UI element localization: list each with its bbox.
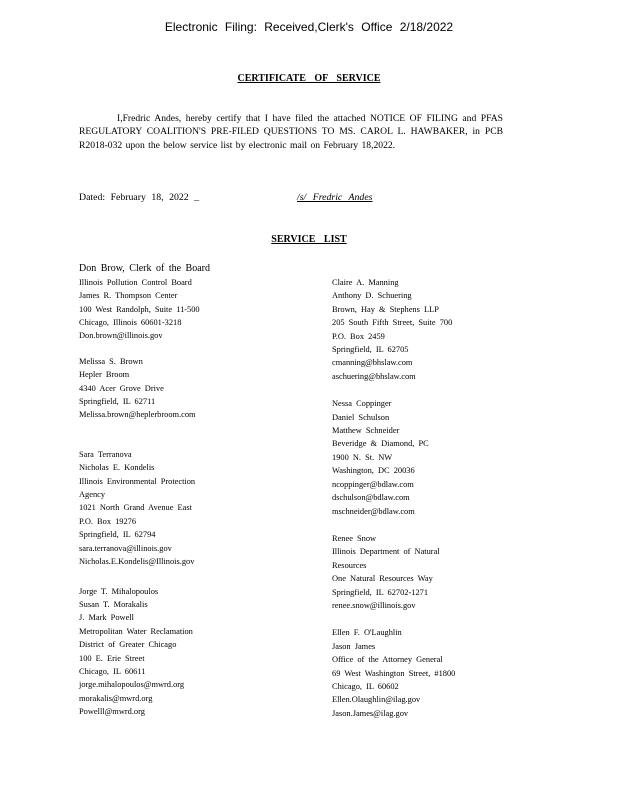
recipient-line: Chicago, IL 60611 <box>79 666 146 676</box>
recipient-email: jorge.mihalopoulos@mwrd.org <box>79 680 185 690</box>
recipient-line: Chicago, IL 60602 <box>332 681 399 691</box>
recipient-line: Jason James <box>332 641 376 651</box>
service-list-left-column <box>79 262 319 731</box>
recipient-line: Washington, DC 20036 <box>332 466 415 476</box>
recipient-line: P.O. Box 19276 <box>79 516 137 526</box>
recipient-line: Office of the Attorney General <box>332 655 443 665</box>
recipient-line: Susan T. Morakalis <box>79 599 148 609</box>
recipient-line: Chicago, Illinois 60601-3218 <box>79 318 182 328</box>
recipient-email: Melissa.brown@heplerbroom.com <box>79 410 196 420</box>
recipient-line: Hepler Broom <box>79 370 130 380</box>
recipient-email: cmanning@bhslaw.com <box>332 358 413 368</box>
recipient-email: Don.brown@illinois.gov <box>79 331 163 341</box>
service-list-right-column <box>332 276 582 732</box>
recipient-line: Illinois Environmental Protection <box>79 476 196 486</box>
recipient-line: 69 West Washington Street, #1800 <box>332 668 456 678</box>
recipient-line: 4340 Acer Grove Drive <box>79 383 164 393</box>
certificate-title: CERTIFICATE OF SERVICE <box>237 73 381 84</box>
recipient-line: Metropolitan Water Reclamation <box>79 626 193 636</box>
recipient-email: Jason.James@ilag.gov <box>332 708 409 718</box>
recipient-line: Matthew Schneider <box>332 426 400 436</box>
recipient-line: 100 E. Erie Street <box>79 653 145 663</box>
recipient-block <box>332 397 582 518</box>
recipient-email: aschuering@bhslaw.com <box>332 371 416 381</box>
recipient-line: Melissa S. Brown <box>79 356 143 366</box>
recipient-line: Springfield, IL 62705 <box>332 345 409 355</box>
recipient-line: Agency <box>79 490 106 500</box>
recipient-email: dschulson@bdlaw.com <box>332 493 410 503</box>
recipient-line: Illinois Pollution Control Board <box>79 277 192 287</box>
recipient-line: Nessa Coppinger <box>332 399 392 409</box>
recipient-block <box>79 585 319 719</box>
recipient-line: J. Mark Powell <box>79 613 134 623</box>
recipient-block <box>332 532 582 612</box>
recipient-line: 205 South Fifth Street, Suite 700 <box>332 318 453 328</box>
recipient-line: Claire A. Manning <box>332 278 399 287</box>
recipient-line: District of Greater Chicago <box>79 640 177 650</box>
recipient-line: 1021 North Grand Avenue East <box>79 503 192 513</box>
recipient-line: Sara Terranova <box>79 449 132 459</box>
recipient-line: Beveridge & Diamond, PC <box>332 439 429 449</box>
recipient-email: morakalis@mwrd.org <box>79 693 153 703</box>
recipient-line: Anthony D. Schuering <box>332 291 412 301</box>
recipient-block <box>79 262 319 343</box>
recipient-line: Springfield, IL 62702-1271 <box>332 587 429 597</box>
recipient-email: Powelll@mwrd.org <box>79 707 145 717</box>
service-list-title: SERVICE LIST <box>271 234 347 245</box>
recipient-line: James R. Thompson Center <box>79 291 178 301</box>
recipient-line: Jorge T. Mihalopoulos <box>79 586 159 596</box>
recipient-email: Nicholas.E.Kondelis@Illinois.gov <box>79 557 195 567</box>
recipient-email: mschneider@bdlaw.com <box>332 506 415 516</box>
recipient-line: Resources <box>332 560 367 570</box>
recipient-line: One Natural Resources Way <box>332 574 433 584</box>
recipient-email: Ellen.Olaughlin@ilag.gov <box>332 695 421 705</box>
recipient-email: sara.terranova@illinois.gov <box>79 543 172 553</box>
certification-paragraph: I,Fredric Andes, hereby certify that I have filed the attached NOTICE OF FILING and PFAS REGULATORY COALITION'S PRE-FILED QUESTIONS TO MS. CAROL L. HAWBAKER, in PCB R2018-032 upon the below service list by electronic mail on February 18,2022. <box>79 113 503 151</box>
recipient-block <box>332 626 582 720</box>
recipient-email: renee.snow@illinois.gov <box>332 600 416 610</box>
recipient-line: Renee Snow <box>332 533 377 543</box>
recipient-line: Springfield, IL 62711 <box>79 397 156 407</box>
electronic-signature: /s/ Fredric Andes <box>297 192 373 203</box>
filing-stamp-header: Electronic Filing: Received,Clerk's Office 2/18/2022 <box>164 20 454 34</box>
dated-label: Dated: February 18, 2022 _ <box>79 192 200 203</box>
recipient-line: 1900 N. St. NW <box>332 452 393 462</box>
recipient-line: Nicholas E. Kondelis <box>79 463 155 473</box>
recipient-line: Springfield, IL 62794 <box>79 530 156 540</box>
recipient-line: 100 West Randolph, Suite 11-500 <box>79 304 200 314</box>
recipient-line: Brown, Hay & Stephens LLP <box>332 304 439 314</box>
recipient-block <box>79 448 319 569</box>
recipient-line: P.O. Box 2459 <box>332 331 385 341</box>
recipient-line: Ellen F. O'Laughlin <box>332 628 402 638</box>
recipient-line: Daniel Schulson <box>332 412 390 422</box>
recipient-block <box>332 276 582 383</box>
recipient-line: Illinois Department of Natural <box>332 547 440 557</box>
recipient-line: Don Brow, Clerk of the Board <box>79 263 210 274</box>
recipient-block <box>79 355 319 422</box>
recipient-email: ncoppinger@bdlaw.com <box>332 479 414 489</box>
